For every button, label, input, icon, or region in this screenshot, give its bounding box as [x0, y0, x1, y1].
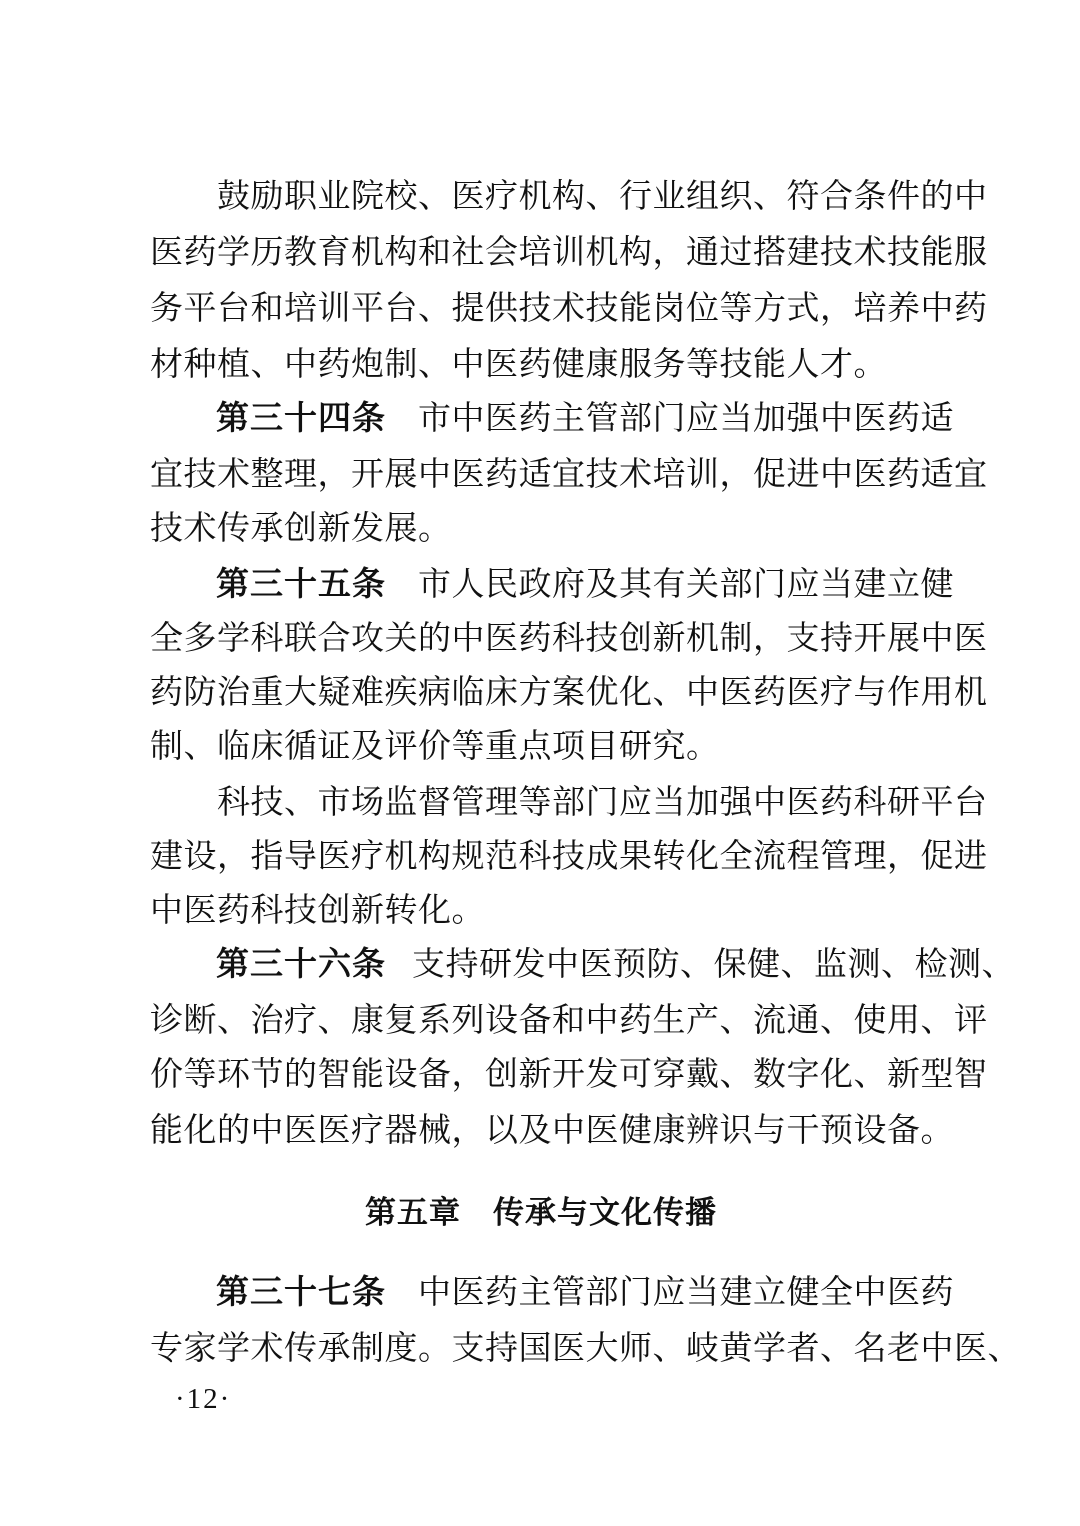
paragraph-1-line-2: 医药学历教育机构和社会培训机构，通过搭建技术技能服 — [150, 232, 988, 271]
paragraph-tech-line-2: 建设，指导医疗机构规范科技成果转化全流程管理，促进 — [150, 836, 988, 875]
article-37-line-1 — [150, 1264, 954, 1320]
article-35-line-1 — [150, 556, 954, 612]
page-number: ·12· — [175, 1383, 232, 1415]
paragraph-1-line-4: 材种植、中药炮制、中医药健康服务等技能人才。 — [150, 344, 887, 383]
article-35-line-3: 药防治重大疑难疾病临床方案优化、中医药医疗与作用机 — [150, 672, 988, 711]
article-34-text-1: 市中医药主管部门应当加强中医药适 — [418, 398, 954, 437]
article-36-line-2: 诊断、治疗、康复系列设备和中药生产、流通、使用、评 — [150, 1000, 988, 1039]
article-36-line-4: 能化的中医医疗器械，以及中医健康辨识与干预设备。 — [150, 1110, 954, 1149]
article-37-line-2: 专家学术传承制度。支持国医大师、岐黄学者、名老中医、 — [150, 1328, 1021, 1367]
article-34-line-3: 技术传承创新发展。 — [150, 508, 452, 547]
paragraph-tech-line-1: 科技、市场监督管理等部门应当加强中医药科研平台 — [150, 782, 988, 821]
article-34-heading: 第三十四条 — [216, 398, 386, 437]
article-35-text-1: 市人民政府及其有关部门应当建立健 — [418, 564, 954, 603]
chapter-title: 第五章 传承与文化传播 — [365, 1195, 717, 1231]
article-35-heading: 第三十五条 — [216, 564, 386, 603]
article-34-line-1 — [150, 390, 954, 446]
article-36-text-1: 支持研发中医预防、保健、监测、检测、 — [412, 944, 1015, 983]
paragraph-1-line-3: 务平台和培训平台、提供技术技能岗位等方式，培养中药 — [150, 288, 988, 327]
article-36-heading: 第三十六条 — [216, 944, 386, 983]
article-36-line-1 — [150, 936, 1015, 992]
article-36-line-3: 价等环节的智能设备，创新开发可穿戴、数字化、新型智 — [150, 1054, 988, 1093]
article-37-heading: 第三十七条 — [216, 1272, 386, 1311]
paragraph-1-line-1: 鼓励职业院校、医疗机构、行业组织、符合条件的中 — [150, 176, 988, 215]
article-37-text-1: 中医药主管部门应当建立健全中医药 — [418, 1272, 954, 1311]
paragraph-tech-line-3: 中医药科技创新转化。 — [150, 890, 485, 929]
article-34-line-2: 宜技术整理，开展中医药适宜技术培训，促进中医药适宜 — [150, 454, 988, 493]
article-35-line-2: 全多学科联合攻关的中医药科技创新机制，支持开展中医 — [150, 618, 988, 657]
article-35-line-4: 制、临床循证及评价等重点项目研究。 — [150, 726, 720, 765]
